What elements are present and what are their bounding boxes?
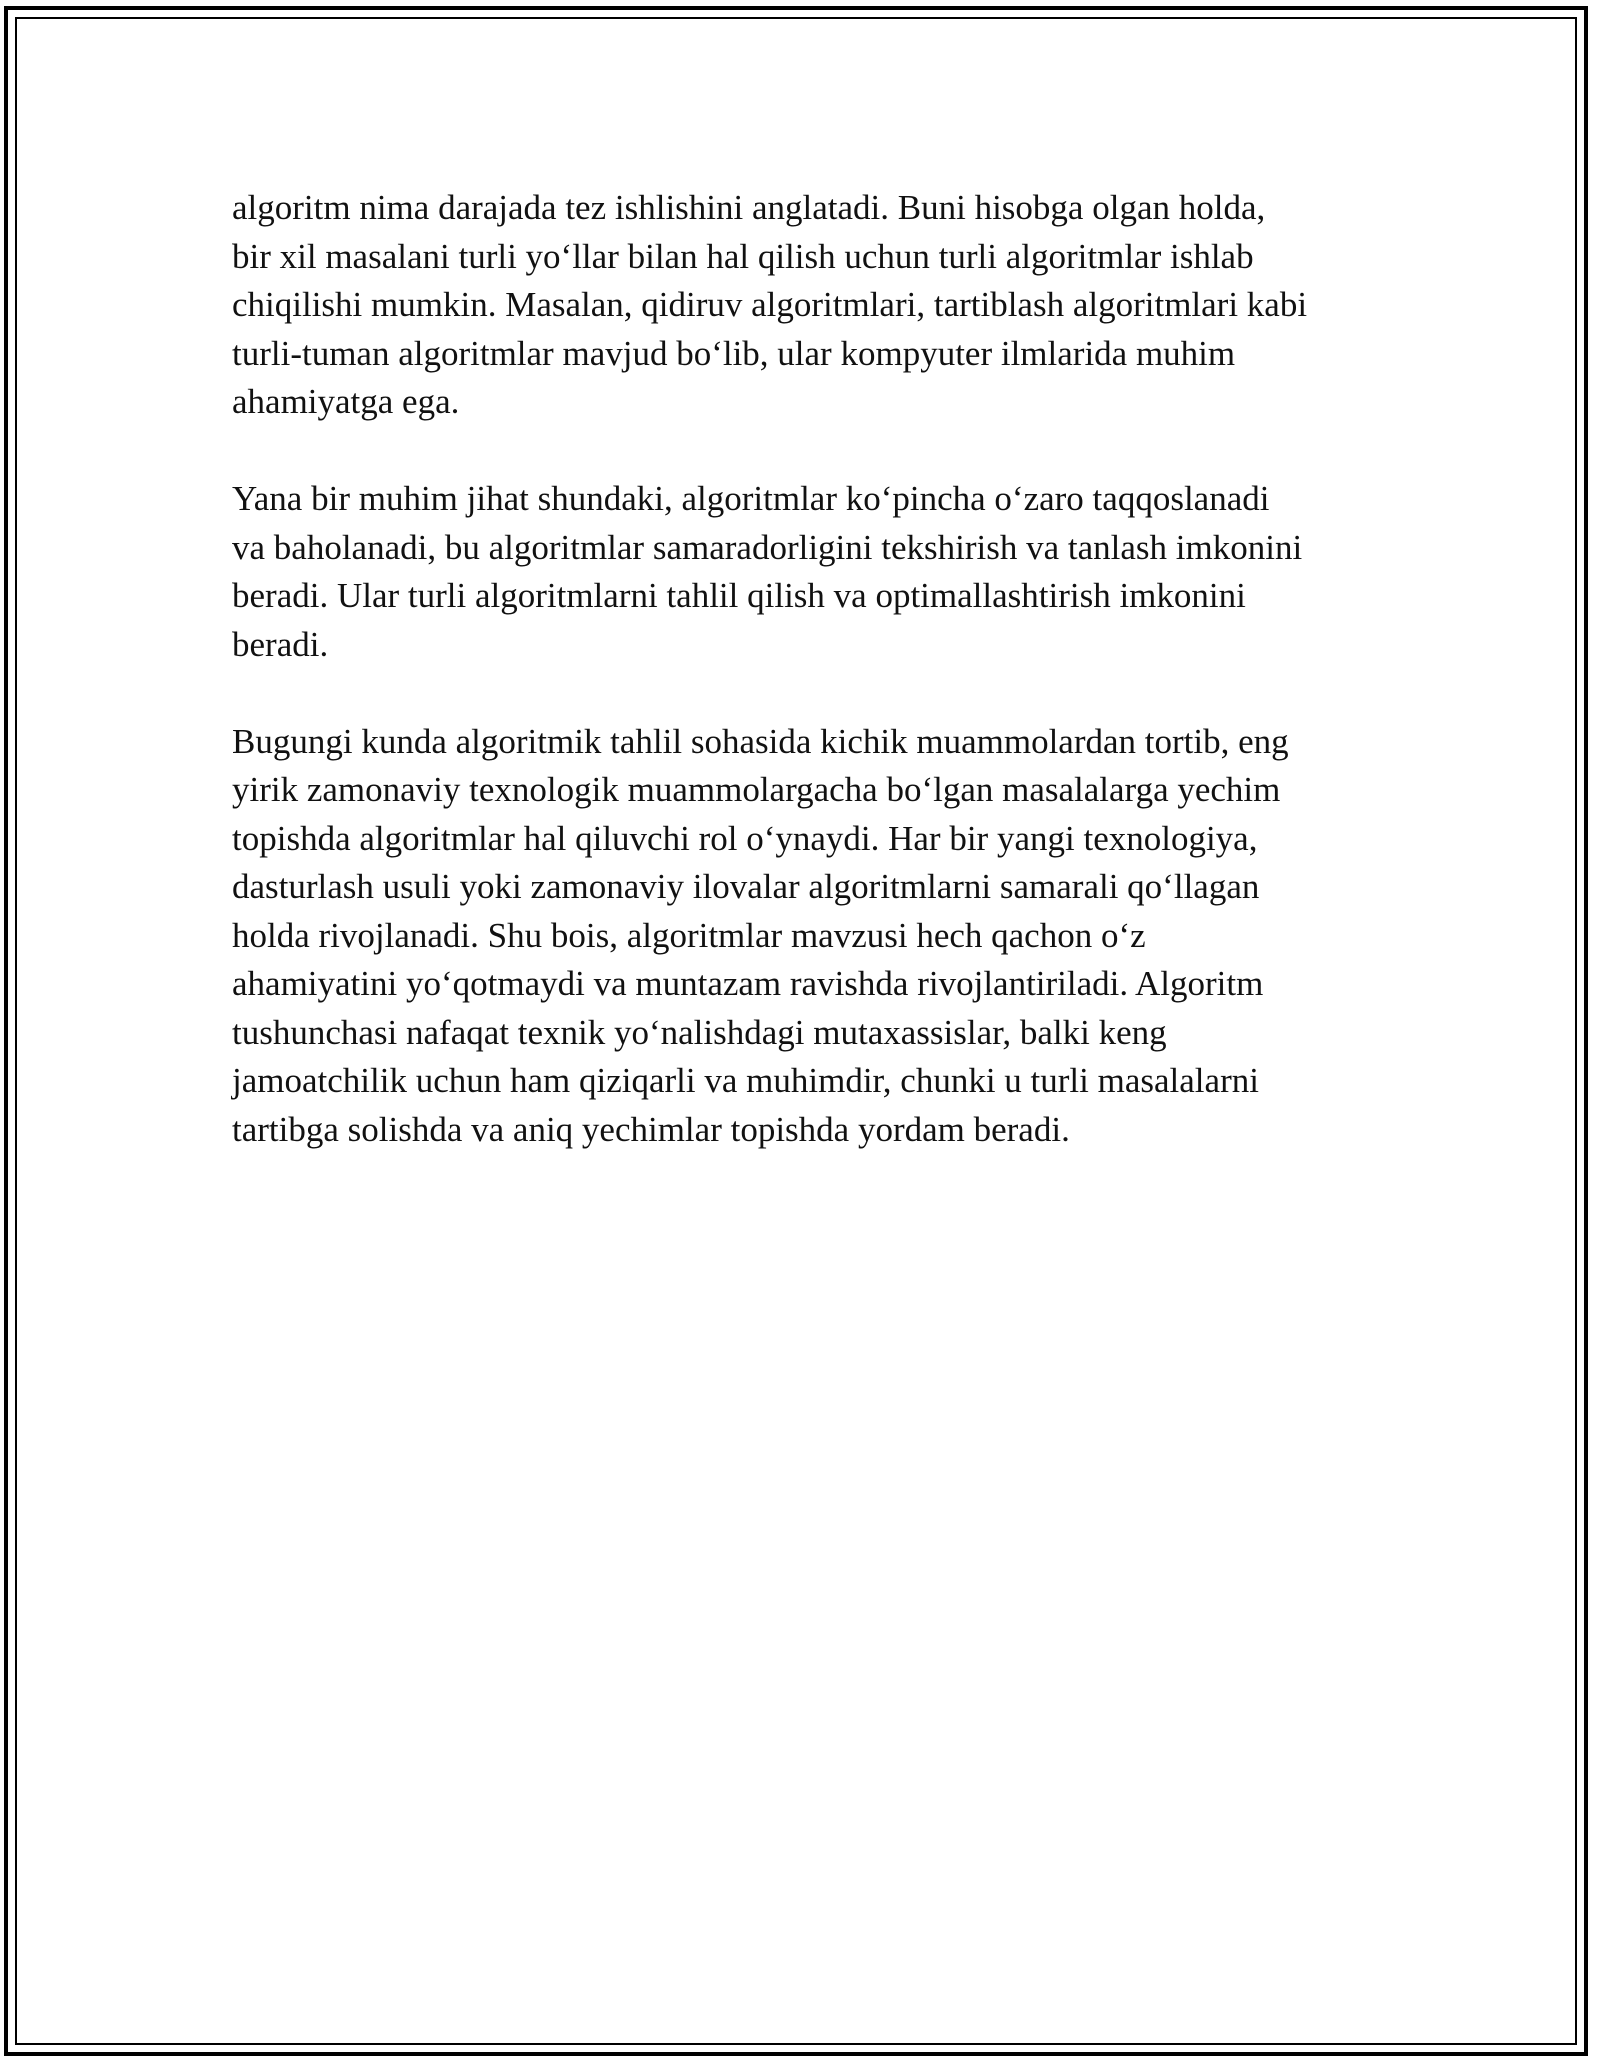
- text-line: algoritm nima darajada tez ishlishini anglatadi. Buni hisobga olgan holda,: [232, 188, 1266, 227]
- document-body: [232, 184, 1392, 1203]
- text-line: holda rivojlanadi. Shu bois, algoritmlar mavzusi hech qachon o‘z: [232, 915, 1146, 955]
- text-line: chiqilishi mumkin. Masalan, qidiruv algoritmlari, tartiblash algoritmlari kabi: [232, 285, 1308, 324]
- text-line: ahamiyatini yo‘qotmaydi va muntazam ravishda rivojlantiriladi. Algoritm: [232, 964, 1264, 1003]
- text-line: turli-tuman algoritmlar mavjud bo‘lib, ular kompyuter ilmlarida muhim: [232, 333, 1236, 373]
- text-line: yirik zamonaviy texnologik muammolargacha bo‘lgan masalalarga yechim: [232, 770, 1281, 809]
- text-line: Yana bir muhim jihat shundaki, algoritmlar ko‘pincha o‘zaro taqqoslanadi: [232, 479, 1270, 518]
- text-line: bir xil masalani turli yo‘llar bilan hal qilish uchun turli algoritmlar ishlab: [232, 236, 1254, 276]
- text-line: va baholanadi, bu algoritmlar samaradorligini tekshirish va tanlash imkonini: [232, 527, 1303, 567]
- text-line: jamoatchilik uchun ham qiziqarli va muhimdir, chunki u turli masalalarni: [232, 1061, 1259, 1100]
- paragraph-2: [232, 475, 1392, 669]
- text-line: topishda algoritmlar hal qiluvchi rol o‘ynaydi. Har bir yangi texnologiya,: [232, 818, 1258, 858]
- text-line: tartibga solishda va aniq yechimlar topishda yordam beradi.: [232, 1109, 1070, 1149]
- text-line: beradi. Ular turli algoritmlarni tahlil qilish va optimallashtirish imkonini: [232, 576, 1246, 615]
- text-line: tushunchasi nafaqat texnik yo‘nalishdagi mutaxassislar, balki keng: [232, 1012, 1167, 1052]
- text-line: beradi.: [232, 624, 329, 664]
- text-line: ahamiyatga ega.: [232, 382, 460, 421]
- paragraph-3: [232, 718, 1392, 1155]
- paragraph-1: [232, 184, 1392, 427]
- text-line: dasturlash usuli yoki zamonaviy ilovalar algoritmlarni samarali qo‘llagan: [232, 867, 1260, 906]
- text-line: Bugungi kunda algoritmik tahlil sohasida kichik muammolardan tortib, eng: [232, 721, 1289, 761]
